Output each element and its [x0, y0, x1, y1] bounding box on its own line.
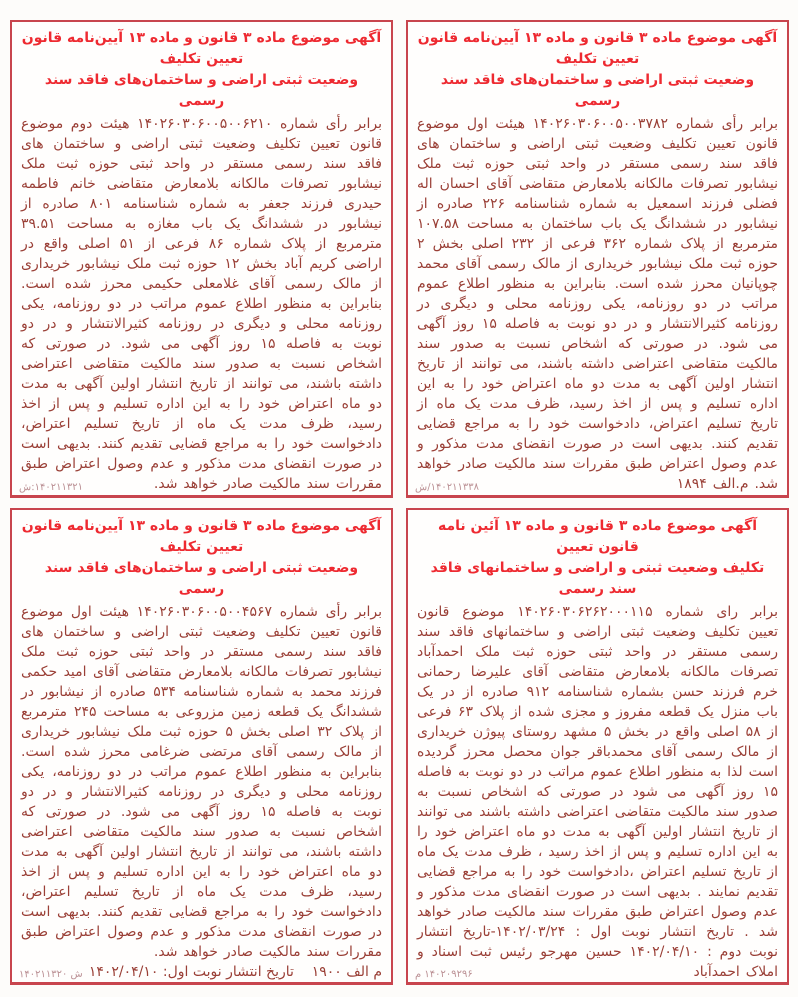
notice-bottom-right [406, 508, 789, 985]
notice-title [21, 516, 382, 600]
malef-and-publish-date-first: م الف ۱۹۰۰ تاریخ انتشار نوبت اول: ۱۴۰۲/۰۴/۱۰ [88, 964, 382, 980]
notice-bottom-left [10, 508, 393, 985]
notice-top-right [406, 20, 789, 498]
notice-body: برابر رأی شماره ۱۴۰۲۶۰۳۰۶۰۰۵۰۰۳۷۸۲ هیئت اول موضوع قانون تعیین تکلیف وضعیت ثبتی اراضی و ساختمان های فاقد سند رسمی مستقر در واحد ثبتی حوزه ثبت ملک نیشابور تصرفات مالکانه بلامعارض متقاضی آقای احسان اله فضلی فرزند اسمعیل به شماره شناسنامه ۲۲۶ صادره از نیشابور در ششدانگ یک باب ساختمان به مساحت ۱۰۷.۵۸ مترمربع از پلاک شماره ۳۶۲ فرعی از ۲۳۲ اصلی بخش ۲ حوزه ثبت ملک نیشابور خریداری از مالک رسمی آقای محمد چوپانیان محرز شده است. بنابراین به منظور اطلاع عموم مراتب در دو روزنامه، یکی روزنامه محلی و دیگری در روزنامه کثیرالانتشار و در دو نوبت به فاصله ۱۵ روز آگهی می شود. در صورتی که اشخاص نسبت به صدور سند مالکیت متقاضی اعتراضی داشته باشند، می توانند از تاریخ انتشار اولین آگهی به مدت دو ماه اعتراض خود را به این اداره تسلیم و پس از اخذ رسید، ظرف مدت یک ماه از تاریخ تسلیم اعتراض، دادخواست خود را به مراجع قضایی تقدیم کنند. بدیهی است در صورت انقضای مدت مذکور و عدم وصول اعتراض طبق مقررات سند مالکیت صادر خواهد شد. م.الف ۱۸۹۴ [417, 116, 779, 492]
archive-ref-number: ۱۴۰۲۱۱۳۳۸/ش [414, 481, 479, 494]
archive-ref-number: ۱۴۰۲۰۹۲۹۶ م [414, 968, 473, 981]
malef-number [21, 494, 382, 498]
notice-top-left [10, 20, 393, 498]
notice-title-line1: آگهی موضوع ماده ۳ قانون و ماده ۱۳ آئین نامه قانون تعیین [437, 518, 758, 555]
publish-date-first [417, 494, 778, 498]
notice-title-line2: تکلیف وضعیت ثبتی و اراضی و ساختمانهای فاقد سند رسمی [430, 560, 765, 597]
notice-title-line2: وضعیت ثبتی اراضی و ساختمان‌های فاقد سند رسمی [44, 72, 359, 109]
notice-title-line1: آگهی موضوع ماده ۳ قانون و ماده ۱۳ آیین‌نامه قانون تعیین تکلیف [417, 30, 778, 67]
notice-body: برابر رای شماره ۱۴۰۲۶۰۳۰۶۲۶۲۰۰۰۱۱۵ موضوع قانون تعیین تکلیف وضعیت ثبتی اراضی و ساختمانهای فاقد سند رسمی مستقر در واحد ثبتی حوزه ثبت ملک احمدآباد تصرفات مالکانه بلامعارض متقاضی آقای علیرضا رحمانی خرم فرزند حسن بشماره شناسنامه ۹۱۲ صادره از در یک باب منزل یک قطعه مفروز و مجزی شده از پلاک ۶۳ فرعی از ۵۸ اصلی واقع در بخش ۵ مشهد روستای پیوژن خریداری از مالک رسمی آقای محمدباقر جوان محصل محرز گردیده است لذا به منظور اطلاع عموم مراتب در دو نوبت به فاصله ۱۵ روز آگهی می شود در صورتی که اشخاص نسبت به صدور سند مالکیت متقاضی اعتراضی داشته باشند می توانند از تاریخ انتشار اولین آگهی به مدت دو ماه اعتراض خود را به این اداره تسلیم و پس از اخذ رسید ، ظرف مدت یک ماه از تاریخ تسلیم اعتراض ،دادخواست خود را به مراجع قضایی تقدیم نمایند . بدیهی است در صورت انقضای مدت مذکور و عدم وصول اعتراض طبق مقررات سند مالکیت صادر خواهد شد . تاریخ انتشار نوبت اول : ۱۴۰۲/۰۳/۲۴-تاریخ انتشار نوبت دوم : ۱۴۰۲/۰۴/۱۰ حسین مهرجو رئیس ثبت اسناد و املاک احمدآباد [417, 604, 779, 980]
notice-title [417, 28, 778, 112]
notice-title [417, 516, 778, 600]
notice-body: برابر رأی شماره ۱۴۰۲۶۰۳۰۶۰۰۵۰۰۶۲۱۰ هیئت دوم موضوع قانون تعیین تکلیف وضعیت ثبتی اراضی و ساختمان های فاقد سند رسمی مستقر در واحد ثبتی حوزه ثبت ملک نیشابور تصرفات مالکانه بلامعارض متقاضی خانم فاطمه حیدری فرزند جعفر به شماره شناسنامه ۸۰۱ صادره از نیشابور در ششدانگ یک باب مغازه به مساحت ۳۹.۵۱ مترمربع از پلاک شماره ۸۶ فرعی از ۵۱ اصلی واقع در اراضی کریم آباد بخش ۱۲ حوزه ثبت ملک نیشابور خریداری از مالک رسمی آقای غلامعلی حکیمی محرز شده است. بنابراین به منظور اطلاع عموم مراتب در دو روزنامه، یکی روزنامه محلی و دیگری در روزنامه کثیرالانتشار و در دو نوبت به فاصله ۱۵ روز آگهی می شود. در صورتی که اشخاص نسبت به صدور سند مالکیت متقاضی اعتراضی داشته باشند، می توانند از تاریخ انتشار اولین آگهی به مدت دو ماه اعتراض خود را به این اداره تسلیم و پس از اخذ رسید، ظرف مدت یک ماه از تاریخ تسلیم اعتراض، دادخواست خود را به مراجع قضایی تقدیم کنند. بدیهی است در صورت انقضای مدت مذکور و عدم وصول اعتراض طبق مقررات سند مالکیت صادر خواهد شد. [21, 116, 382, 492]
notice-title [21, 28, 382, 112]
publish-date-second [21, 982, 382, 985]
notice-body: برابر رأی شماره ۱۴۰۲۶۰۳۰۶۰۰۵۰۰۴۵۶۷ هیئت اول موضوع قانون تعیین تکلیف وضعیت ثبتی اراضی و ساختمان های فاقد سند رسمی مستقر در واحد ثبتی حوزه ثبت ملک نیشابور تصرفات مالکانه بلامعارض متقاضی آقای امید حکمی فرزند محمد به شماره شناسنامه ۵۳۴ صادره از نیشابور در ششدانگ یک قطعه زمین مزروعی به مساحت ۲۴۵ مترمربع از پلاک ۳۲ اصلی بخش ۵ حوزه ثبت ملک نیشابور خریداری از مالک رسمی آقای مرتضی ضرغامی محرز شده است. بنابراین به منظور اطلاع عموم مراتب در دو روزنامه، یکی روزنامه محلی و دیگری در روزنامه کثیرالانتشار و در دو نوبت به فاصله ۱۵ روز آگهی می شود. در صورتی که اشخاص نسبت به صدور سند مالکیت متقاضی اعتراضی داشته باشند، می توانند از تاریخ انتشار اولین آگهی به مدت دو ماه اعتراض خود را به این اداره تسلیم و پس از اخذ رسید، ظرف مدت یک ماه از تاریخ تسلیم اعتراض، دادخواست خود را به مراجع قضایی تقدیم کنند. بدیهی است در صورت انقضای مدت مذکور و عدم وصول اعتراض طبق مقررات سند مالکیت صادر خواهد شد. [21, 604, 383, 960]
notice-title-line1: آگهی موضوع ماده ۳ قانون و ماده ۱۳ آیین‌نامه قانون تعیین تکلیف [21, 518, 382, 555]
notice-title-line2: وضعیت ثبتی اراضی و ساختمان‌های فاقد سند رسمی [44, 560, 359, 597]
notice-title-line2: وضعیت ثبتی اراضی و ساختمان‌های فاقد سند رسمی [440, 72, 755, 109]
archive-ref-number: ۱۴۰۲۱۱۳۲۱:ش [18, 481, 83, 494]
archive-ref-number: ش ۱۴۰۲۱۱۳۲۰ [18, 968, 83, 981]
notice-title-line1: آگهی موضوع ماده ۳ قانون و ماده ۱۳ آیین‌نامه قانون تعیین تکلیف [21, 30, 382, 67]
